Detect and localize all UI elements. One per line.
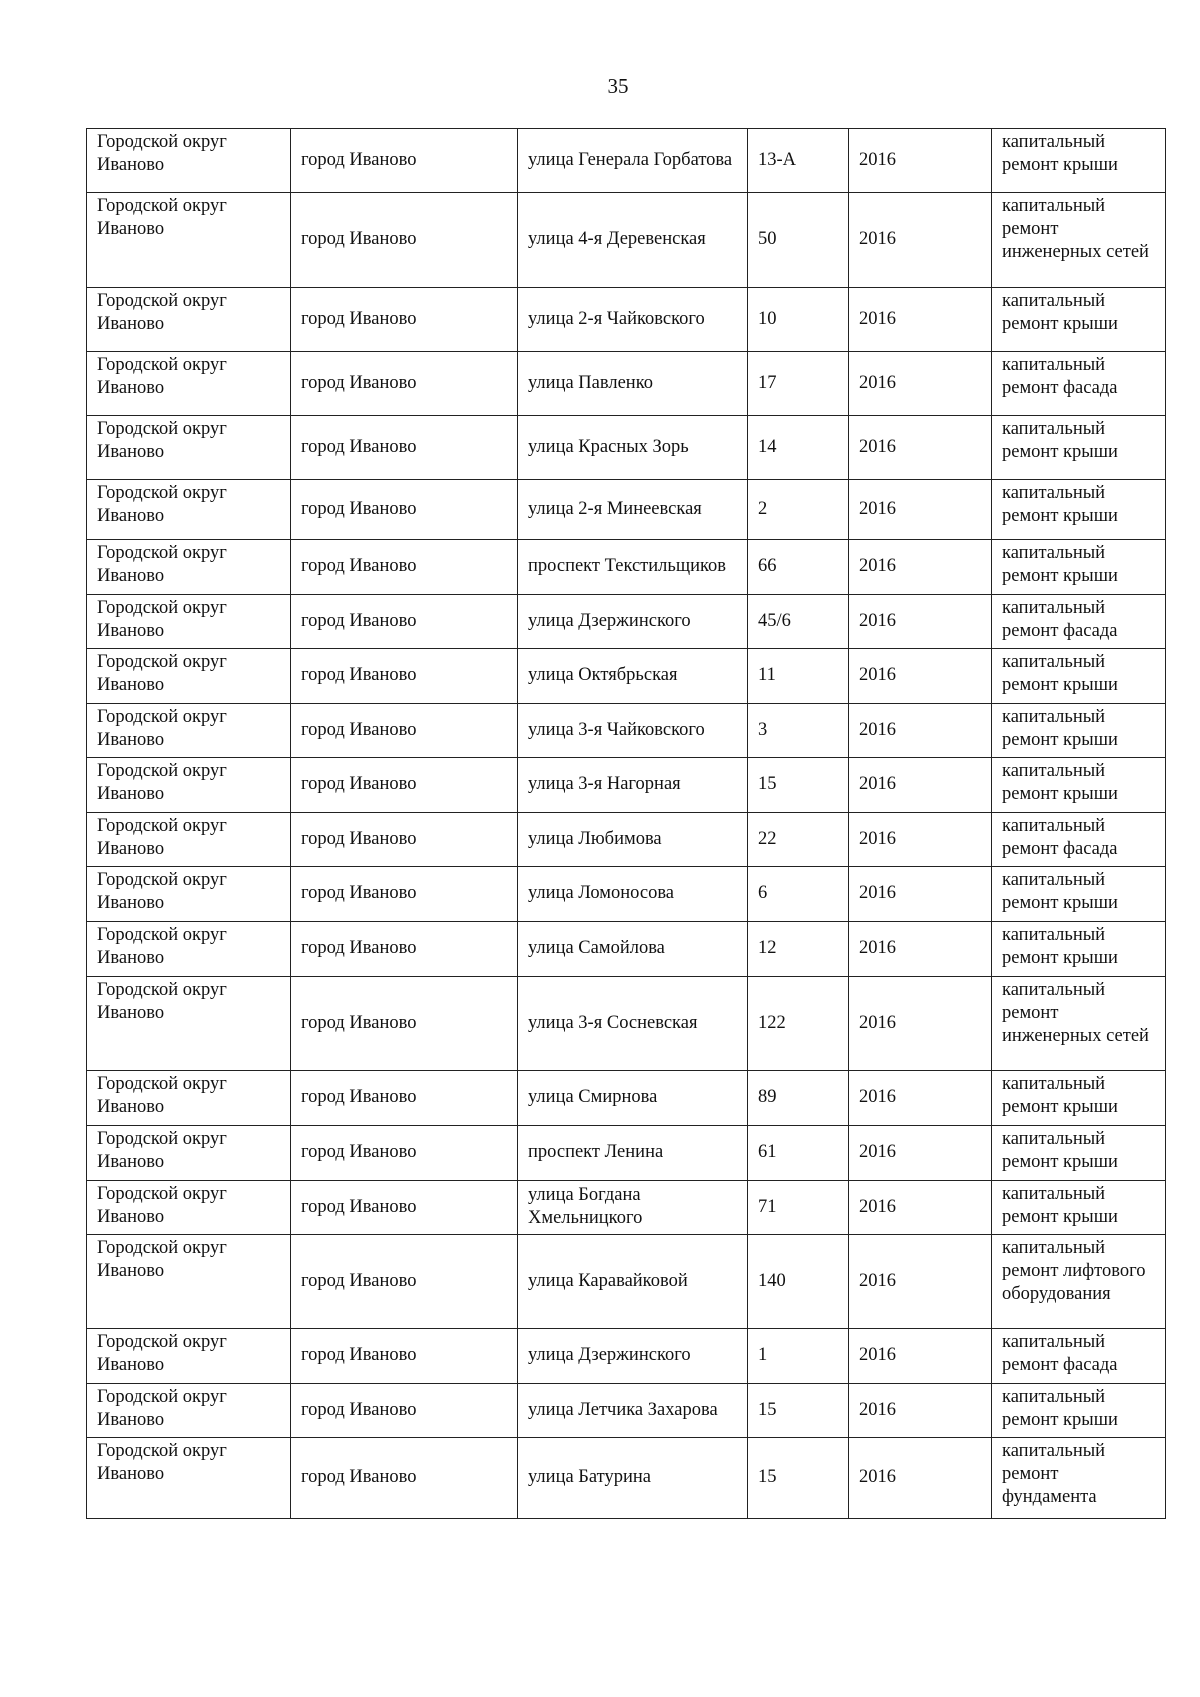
house-number-cell: 71 (748, 1181, 849, 1235)
house-number-cell: 1 (748, 1329, 849, 1384)
year-cell: 2016 (849, 922, 992, 977)
work-type-cell: капитальный ремонт крыши (992, 867, 1166, 922)
house-number-cell: 15 (748, 1438, 849, 1519)
year-cell: 2016 (849, 1235, 992, 1329)
year-cell: 2016 (849, 416, 992, 480)
house-number-cell: 13-А (748, 129, 849, 193)
table-row (87, 1438, 1166, 1519)
district-cell: Городской округ Иваново (87, 649, 291, 704)
work-type-cell: капитальный ремонт фасада (992, 352, 1166, 416)
locality-cell: город Иваново (291, 758, 518, 813)
table-row (87, 129, 1166, 193)
year-cell: 2016 (849, 193, 992, 288)
house-number-cell: 14 (748, 416, 849, 480)
district-cell: Городской округ Иваново (87, 1181, 291, 1235)
locality-cell: город Иваново (291, 1181, 518, 1235)
district-cell: Городской округ Иваново (87, 813, 291, 867)
table-row (87, 649, 1166, 704)
house-number-cell: 17 (748, 352, 849, 416)
table-row (87, 922, 1166, 977)
table-row (87, 1126, 1166, 1181)
locality-cell: город Иваново (291, 352, 518, 416)
house-number-cell: 10 (748, 288, 849, 352)
locality-cell: город Иваново (291, 977, 518, 1071)
street-cell: улица Красных Зорь (518, 416, 748, 480)
table-row (87, 288, 1166, 352)
locality-cell: город Иваново (291, 129, 518, 193)
work-type-cell: капитальный ремонт фасада (992, 1329, 1166, 1384)
district-cell: Городской округ Иваново (87, 867, 291, 922)
street-cell: улица Дзержинского (518, 1329, 748, 1384)
district-cell: Городской округ Иваново (87, 1235, 291, 1329)
district-cell: Городской округ Иваново (87, 1329, 291, 1384)
house-number-cell: 15 (748, 758, 849, 813)
year-cell: 2016 (849, 540, 992, 595)
street-cell: улица 3-я Нагорная (518, 758, 748, 813)
year-cell: 2016 (849, 704, 992, 758)
table-row (87, 1235, 1166, 1329)
house-number-cell: 22 (748, 813, 849, 867)
district-cell: Городской округ Иваново (87, 129, 291, 193)
year-cell: 2016 (849, 977, 992, 1071)
district-cell: Городской округ Иваново (87, 922, 291, 977)
table-row (87, 1384, 1166, 1438)
street-cell: улица Самойлова (518, 922, 748, 977)
house-number-cell: 15 (748, 1384, 849, 1438)
table-row (87, 758, 1166, 813)
table-row (87, 480, 1166, 540)
year-cell: 2016 (849, 1329, 992, 1384)
locality-cell: город Иваново (291, 288, 518, 352)
year-cell: 2016 (849, 649, 992, 704)
table-row (87, 1181, 1166, 1235)
year-cell: 2016 (849, 1071, 992, 1126)
street-cell: улица Павленко (518, 352, 748, 416)
locality-cell: город Иваново (291, 1329, 518, 1384)
street-cell: улица 2-я Минеевская (518, 480, 748, 540)
locality-cell: город Иваново (291, 540, 518, 595)
year-cell: 2016 (849, 352, 992, 416)
house-number-cell: 66 (748, 540, 849, 595)
house-number-cell: 2 (748, 480, 849, 540)
district-cell: Городской округ Иваново (87, 416, 291, 480)
year-cell: 2016 (849, 758, 992, 813)
work-type-cell: капитальный ремонт крыши (992, 1126, 1166, 1181)
locality-cell: город Иваново (291, 1438, 518, 1519)
table-row (87, 1071, 1166, 1126)
street-cell: улица Смирнова (518, 1071, 748, 1126)
district-cell: Городской округ Иваново (87, 595, 291, 649)
locality-cell: город Иваново (291, 480, 518, 540)
street-cell: улица Ломоносова (518, 867, 748, 922)
year-cell: 2016 (849, 288, 992, 352)
work-type-cell: капитальный ремонт инженерных сетей (992, 977, 1166, 1071)
work-type-cell: капитальный ремонт крыши (992, 922, 1166, 977)
house-number-cell: 11 (748, 649, 849, 704)
street-cell: улица 4-я Деревенская (518, 193, 748, 288)
table-row (87, 416, 1166, 480)
work-type-cell: капитальный ремонт крыши (992, 288, 1166, 352)
table-row (87, 595, 1166, 649)
locality-cell: город Иваново (291, 922, 518, 977)
table-body (87, 129, 1166, 1519)
locality-cell: город Иваново (291, 1235, 518, 1329)
work-type-cell: капитальный ремонт крыши (992, 1384, 1166, 1438)
locality-cell: город Иваново (291, 1126, 518, 1181)
work-type-cell: капитальный ремонт крыши (992, 704, 1166, 758)
work-type-cell: капитальный ремонт крыши (992, 129, 1166, 193)
street-cell: улица Генерала Горбатова (518, 129, 748, 193)
house-number-cell: 12 (748, 922, 849, 977)
year-cell: 2016 (849, 813, 992, 867)
year-cell: 2016 (849, 129, 992, 193)
locality-cell: город Иваново (291, 1384, 518, 1438)
work-type-cell: капитальный ремонт фасада (992, 595, 1166, 649)
table-row (87, 813, 1166, 867)
table-row (87, 867, 1166, 922)
locality-cell: город Иваново (291, 704, 518, 758)
table-row (87, 1329, 1166, 1384)
work-type-cell: капитальный ремонт крыши (992, 758, 1166, 813)
table-row (87, 540, 1166, 595)
year-cell: 2016 (849, 480, 992, 540)
street-cell: улица Октябрьская (518, 649, 748, 704)
street-cell: улица Любимова (518, 813, 748, 867)
house-number-cell: 50 (748, 193, 849, 288)
district-cell: Городской округ Иваново (87, 1071, 291, 1126)
house-number-cell: 122 (748, 977, 849, 1071)
district-cell: Городской округ Иваново (87, 1126, 291, 1181)
capital-repair-table (86, 128, 1166, 1519)
year-cell: 2016 (849, 1126, 992, 1181)
district-cell: Городской округ Иваново (87, 1384, 291, 1438)
work-type-cell: капитальный ремонт крыши (992, 1181, 1166, 1235)
locality-cell: город Иваново (291, 813, 518, 867)
table-row (87, 193, 1166, 288)
house-number-cell: 6 (748, 867, 849, 922)
work-type-cell: капитальный ремонт крыши (992, 416, 1166, 480)
house-number-cell: 61 (748, 1126, 849, 1181)
district-cell: Городской округ Иваново (87, 704, 291, 758)
table-row (87, 704, 1166, 758)
locality-cell: город Иваново (291, 867, 518, 922)
locality-cell: город Иваново (291, 1071, 518, 1126)
street-cell: улица 3-я Чайковского (518, 704, 748, 758)
district-cell: Городской округ Иваново (87, 540, 291, 595)
district-cell: Городской округ Иваново (87, 480, 291, 540)
work-type-cell: капитальный ремонт крыши (992, 480, 1166, 540)
district-cell: Городской округ Иваново (87, 288, 291, 352)
work-type-cell: капитальный ремонт крыши (992, 540, 1166, 595)
district-cell: Городской округ Иваново (87, 193, 291, 288)
year-cell: 2016 (849, 867, 992, 922)
work-type-cell: капитальный ремонт лифтового оборудования (992, 1235, 1166, 1329)
district-cell: Городской округ Иваново (87, 977, 291, 1071)
street-cell: улица Летчика Захарова (518, 1384, 748, 1438)
table-row (87, 977, 1166, 1071)
street-cell: улица Каравайковой (518, 1235, 748, 1329)
district-cell: Городской округ Иваново (87, 352, 291, 416)
house-number-cell: 45/6 (748, 595, 849, 649)
street-cell: проспект Текстильщиков (518, 540, 748, 595)
street-cell: проспект Ленина (518, 1126, 748, 1181)
locality-cell: город Иваново (291, 416, 518, 480)
locality-cell: город Иваново (291, 649, 518, 704)
work-type-cell: капитальный ремонт крыши (992, 1071, 1166, 1126)
work-type-cell: капитальный ремонт фасада (992, 813, 1166, 867)
year-cell: 2016 (849, 1438, 992, 1519)
year-cell: 2016 (849, 595, 992, 649)
district-cell: Городской округ Иваново (87, 1438, 291, 1519)
street-cell: улица 3-я Сосневская (518, 977, 748, 1071)
street-cell: улица Батурина (518, 1438, 748, 1519)
year-cell: 2016 (849, 1181, 992, 1235)
district-cell: Городской округ Иваново (87, 758, 291, 813)
work-type-cell: капитальный ремонт инженерных сетей (992, 193, 1166, 288)
street-cell: улица 2-я Чайковского (518, 288, 748, 352)
work-type-cell: капитальный ремонт крыши (992, 649, 1166, 704)
page-number: 35 (607, 74, 629, 98)
house-number-cell: 3 (748, 704, 849, 758)
locality-cell: город Иваново (291, 193, 518, 288)
table-row (87, 352, 1166, 416)
year-cell: 2016 (849, 1384, 992, 1438)
house-number-cell: 89 (748, 1071, 849, 1126)
house-number-cell: 140 (748, 1235, 849, 1329)
locality-cell: город Иваново (291, 595, 518, 649)
street-cell: улица Дзержинского (518, 595, 748, 649)
work-type-cell: капитальный ремонт фундамента (992, 1438, 1166, 1519)
street-cell: улица Богдана Хмельницкого (518, 1181, 748, 1235)
